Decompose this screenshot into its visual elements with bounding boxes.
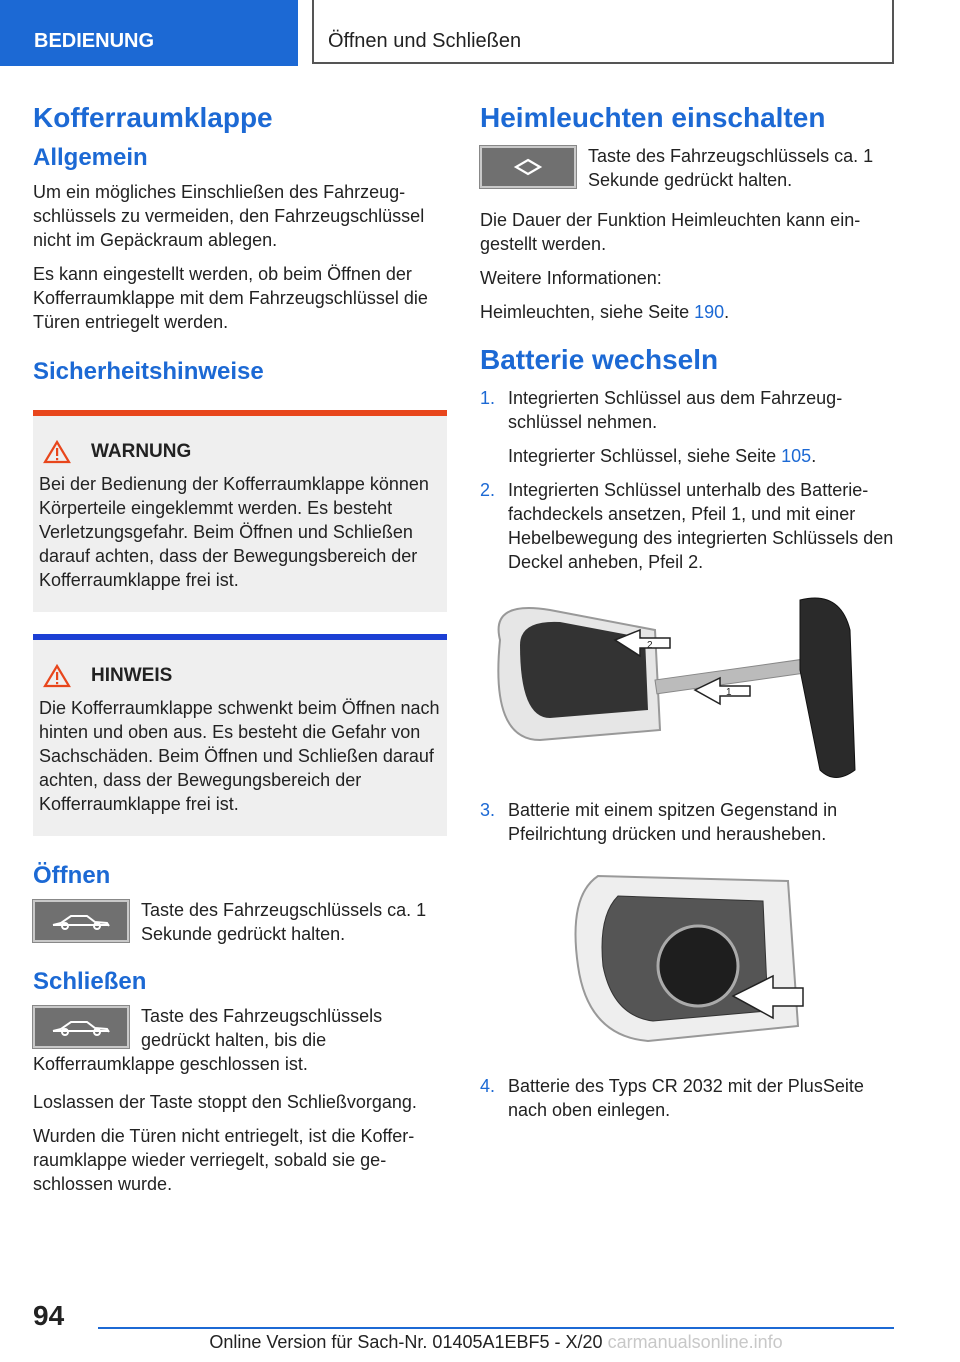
heading-oeffnen: Öffnen [33,862,111,889]
list-item: 3. Batterie mit einem spitzen Gegenstand in Pfeilrichtung drücken und herausheben. [480,800,838,844]
warning-title: WARNUNG [91,441,192,462]
hint-triangle-icon [43,664,71,688]
heading-allgemein: Allgemein [33,144,148,171]
paragraph: Wurden die Türen nicht entriegelt, ist die Kofferraumklappe wieder verriegelt, sobald sie geschlossen wurde. [33,1126,415,1194]
battery-steps [480,386,896,574]
key-instruction-close [33,1004,447,1076]
paragraph: Weitere Informationen: [480,268,662,288]
warning-bar [33,410,447,416]
close-text: Taste des Fahrzeugschlüssels gedrückt halten, bis die Kofferraumklappe geschlossen ist. [33,1006,383,1074]
hint-box [33,634,447,836]
right-column [480,96,896,1132]
headlight-icon [480,146,576,188]
section-title-batterie: Batterie wechseln [480,344,719,375]
key-instruction-open [33,898,447,946]
list-item: 4. Batterie des Typs CR 2032 mit der PlusSeite nach oben einlegen. [480,1076,864,1120]
hint-title: HINWEIS [91,665,173,686]
hint-text: Die Kofferraumklappe schwenkt beim Öffnen nach hinten und oben aus. Es besteht die Gefahr von Sachschäden. Beim Öffnen und Schließen darauf achten, dass der Bewegungsbereich der Kofferraumklappe frei ist. [39,698,440,814]
warning-triangle-icon [43,440,71,464]
key-lever-illustration [480,590,896,780]
heading-sicherheitshinweise: Sicherheitshinweise [33,358,264,385]
section-title-kofferraumklappe: Kofferraumklappe [33,102,273,133]
hint-bar [33,634,447,640]
paragraph: Heimleuchten, siehe Seite 190. [480,302,730,322]
page-link-105[interactable]: 105 [781,446,812,466]
heim-text: Taste des Fahrzeugschlüssels ca. 1 Sekunde gedrückt halten. [588,146,874,190]
svg-text:2: 2 [647,640,653,651]
paragraph: Um ein mögliches Einschließen des Fahrzeugschlüssels zu vermeiden, den Fahrzeugschlüssel nicht im Gepäckraum ablegen. [33,182,425,250]
page-link-190[interactable]: 190 [694,302,725,322]
warning-box [33,410,447,612]
list-item: 1. Integrierten Schlüssel aus dem Fahrzeugschlüssel nehmen. Integrierter Schlüssel, siehe Seite 105. [480,388,843,466]
section-tab: BEDIENUNG [0,0,298,66]
warning-text: Bei der Bedienung der Kofferraumklappe können Körperteile eingeklemmt werden. Es besteht Verletzungsgefahr. Beim Öffnen und Schließen darauf achten, dass der Bewegungsbereich der Kofferraumklappe frei ist. [39,474,429,590]
section-title-heimleuchten: Heimleuchten einschalten [480,102,826,133]
battery-removal-illustration [480,856,896,1056]
paragraph: Es kann eingestellt werden, ob beim Öffnen der Kofferraumklappe mit dem Fahrzeugschlüssel die Türen entriegelt werden. [33,264,428,332]
open-text: Taste des Fahrzeugschlüssels ca. 1 Sekunde gedrückt halten. [141,900,427,944]
key-instruction-heimleuchten [480,144,896,192]
battery-steps-end [480,1074,896,1122]
svg-text:1: 1 [726,687,732,698]
footer-divider [98,1327,894,1329]
car-trunk-icon [33,1006,129,1048]
battery-steps-cont [480,798,896,846]
heading-schliessen: Schließen [33,968,147,995]
footer-text: Online Version für Sach-Nr. 01405A1EBF5 - X/20 carmanualsonline.info [209,1332,783,1352]
car-trunk-icon [33,900,129,942]
watermark: carmanualsonline.info [607,1332,783,1352]
list-item: 2. Integrierten Schlüssel unterhalb des Batteriefachdeckels ansetzen, Pfeil 1, und mit einer Hebelbewegung des integrierten Schlüssels den Deckel anheben, Pfeil 2. [480,480,894,572]
page-header [0,0,960,66]
left-column [33,96,447,1206]
paragraph: Loslassen der Taste stoppt den Schließvorgang. [33,1092,417,1112]
page-number: 94 [33,1300,65,1331]
paragraph: Die Dauer der Funktion Heimleuchten kann eingestellt werden. [480,210,861,254]
chapter-title: Öffnen und Schließen [312,0,894,64]
